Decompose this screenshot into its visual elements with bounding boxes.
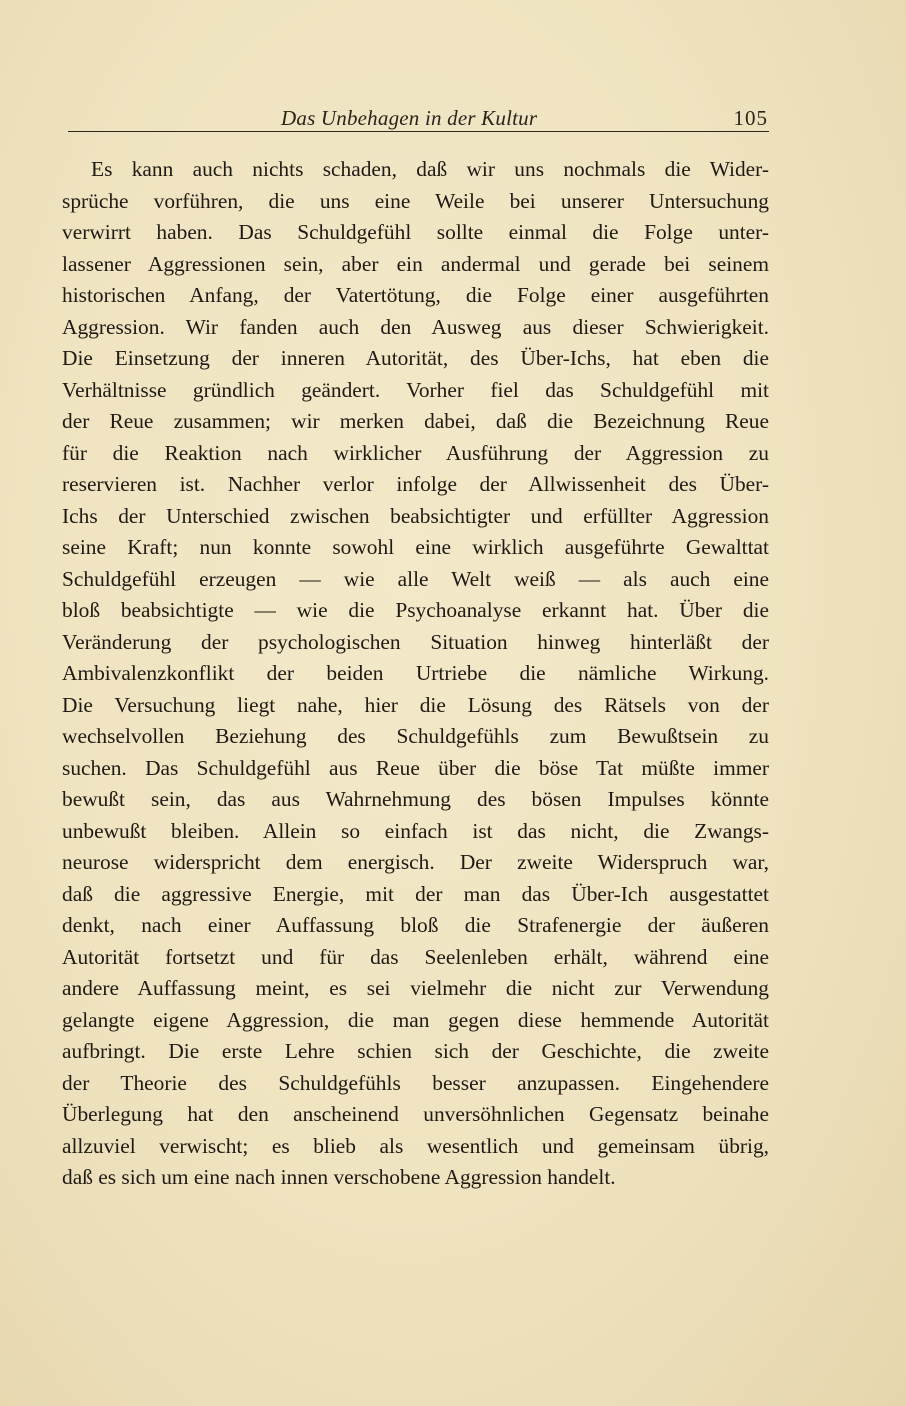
text-line: historischen Anfang, der Vatertötung, die Folge einer ausgeführten: [62, 283, 769, 307]
text-line: für die Reaktion nach wirklicher Ausführung der Aggression zu: [62, 440, 769, 465]
text-line: wechselvollen Beziehung des Schuldgefühls zum Bewußtsein zu: [62, 724, 769, 748]
text-line: Ichs der Unterschied zwischen beabsichtigter und erfüllter Aggression: [62, 503, 769, 528]
text-line: bewußt sein, das aus Wahrnehmung des bösen Impulses könnte: [62, 787, 769, 811]
running-title: Das Unbehagen in der Kultur: [281, 106, 538, 130]
text-line: unbewußt bleiben. Allein so einfach ist das nicht, die Zwangs-: [62, 818, 769, 843]
body-paragraph: [62, 154, 769, 1194]
page-number: 105: [733, 106, 768, 130]
header-rule: [68, 131, 769, 132]
text-line: reservieren ist. Nachher verlor infolge der Allwissenheit des Über-: [62, 472, 769, 496]
text-line: Die Einsetzung der inneren Autorität, des Über-Ichs, hat eben die: [62, 346, 769, 370]
text-line: allzuviel verwischt; es blieb als wesentlich und gemeinsam übrig,: [62, 1133, 769, 1158]
text-line: aufbringt. Die erste Lehre schien sich der Geschichte, die zweite: [62, 1039, 769, 1063]
text-line: Schuldgefühl erzeugen — wie alle Welt weiß — als auch eine: [62, 566, 769, 591]
text-line: daß es sich um eine nach innen verschobene Aggression handelt.: [62, 1165, 616, 1189]
text-line: andere Auffassung meint, es sei vielmehr die nicht zur Verwendung: [62, 976, 769, 1000]
text-line: daß die aggressive Energie, mit der man das Über-Ich ausgestattet: [62, 881, 769, 906]
text-line: der Theorie des Schuldgefühls besser anzupassen. Eingehendere: [62, 1070, 769, 1095]
text-line: der Reue zusammen; wir merken dabei, daß die Bezeichnung Reue: [62, 409, 769, 433]
text-line: Überlegung hat den anscheinend unversöhnlichen Gegensatz beinahe: [62, 1102, 769, 1126]
running-header: [68, 106, 768, 132]
text-line: gelangte eigene Aggression, die man gegen diese hemmende Autorität: [62, 1007, 769, 1032]
text-line: denkt, nach einer Auffassung bloß die Strafenergie der äußeren: [62, 913, 769, 937]
text-line: Es kann auch nichts schaden, daß wir uns nochmals die Wider-: [91, 157, 769, 181]
text-line: Verhältnisse gründlich geändert. Vorher fiel das Schuldgefühl mit: [62, 377, 769, 402]
text-line: suchen. Das Schuldgefühl aus Reue über die böse Tat müßte immer: [62, 755, 769, 780]
text-line: Die Versuchung liegt nahe, hier die Lösung des Rätsels von der: [62, 692, 769, 717]
text-line: neurose widerspricht dem energisch. Der zweite Widerspruch war,: [62, 850, 769, 874]
text-line: sprüche vorführen, die uns eine Weile bei unserer Untersuchung: [62, 188, 769, 213]
text-line: Ambivalenzkonflikt der beiden Urtriebe die nämliche Wirkung.: [62, 661, 769, 685]
text-line: Veränderung der psychologischen Situation hinweg hinterläßt der: [62, 629, 769, 654]
text-line: verwirrt haben. Das Schuldgefühl sollte einmal die Folge unter-: [62, 220, 769, 244]
text-line: bloß beabsichtigte — wie die Psychoanalyse erkannt hat. Über die: [62, 598, 769, 622]
text-line: seine Kraft; nun konnte sowohl eine wirklich ausgeführte Gewalttat: [62, 535, 769, 559]
text-line: Autorität fortsetzt und für das Seelenleben erhält, während eine: [62, 944, 769, 969]
text-line: Aggression. Wir fanden auch den Ausweg aus dieser Schwierigkeit.: [62, 314, 769, 339]
text-line: lassener Aggressionen sein, aber ein andermal und gerade bei seinem: [62, 251, 769, 276]
